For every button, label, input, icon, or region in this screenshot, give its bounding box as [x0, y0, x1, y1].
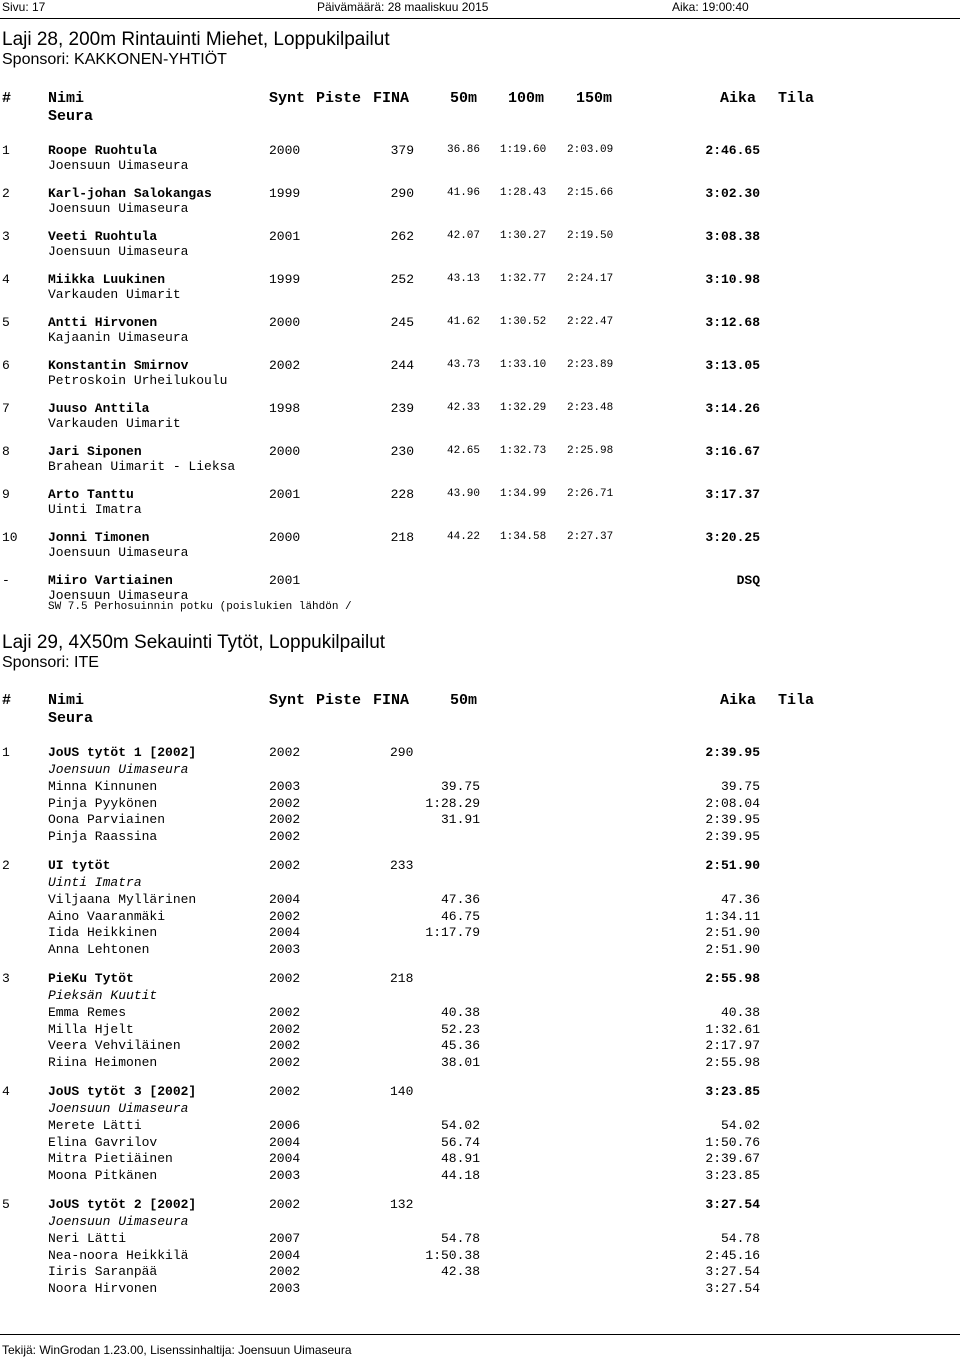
birth-year: 2004 — [269, 1247, 301, 1263]
split-150m: 2:27.37 — [567, 531, 614, 543]
result-rank: 1 — [2, 143, 10, 158]
final-time: 2:46.65 — [705, 143, 760, 158]
split-50m: 42.33 — [447, 402, 481, 414]
team-club: Joensuun Uimaseura — [48, 1214, 189, 1229]
result-rank: - — [2, 573, 10, 588]
team-name: JoUS tytöt 3 [2002] — [48, 1084, 197, 1099]
team-club: Joensuun Uimaseura — [48, 1101, 189, 1116]
birth-year: 2002 — [269, 1084, 301, 1099]
split-50m: 41.62 — [447, 316, 481, 328]
split-150m: 2:15.66 — [567, 187, 614, 199]
birth-year: 2002 — [269, 1038, 301, 1053]
split-50m: 1:17.79 — [425, 925, 480, 940]
swimmer-name: Merete Lätti — [48, 1118, 142, 1133]
swimmer-club: Brahean Uimarit - Lieksa — [48, 459, 236, 474]
col-name: Nimi — [48, 692, 85, 709]
swimmer-name: Karl-johan Salokangas — [48, 186, 212, 201]
col-club: Seura — [48, 108, 94, 125]
cumulative-time: 3:23.85 — [705, 1167, 760, 1183]
col-status: Tila — [778, 90, 815, 107]
fina-points: 218 — [390, 530, 414, 545]
swimmer-name: Mitra Pietiäinen — [48, 1151, 173, 1166]
swimmer-name: Antti Hirvonen — [48, 315, 158, 330]
swimmer-name: Roope Ruohtula — [48, 143, 158, 158]
cumulative-time: 2:39.95 — [705, 812, 760, 827]
fina-points: 379 — [390, 143, 414, 158]
swimmer-name: Juuso Anttila — [48, 401, 150, 416]
team-name: JoUS tytöt 1 [2002] — [48, 745, 197, 760]
final-time: 3:12.68 — [705, 315, 760, 330]
split-50m: 42.65 — [447, 445, 481, 457]
event2-sponsor: Sponsori: ITE — [2, 654, 99, 671]
final-time: 3:16.67 — [705, 444, 760, 459]
final-time: 3:27.54 — [705, 1197, 760, 1212]
birth-year: 2002 — [269, 858, 301, 873]
split-50m: 36.86 — [447, 144, 481, 156]
split-50m: 43.90 — [447, 488, 481, 500]
swimmer-name: Oona Parviainen — [48, 812, 166, 827]
birth-year: 2000 — [269, 315, 301, 330]
birth-year: 2002 — [269, 795, 301, 811]
birth-year: 1998 — [269, 401, 301, 416]
birth-year: 2004 — [269, 1151, 301, 1166]
split-100m: 1:32.73 — [500, 445, 547, 457]
birth-year: 2000 — [269, 444, 301, 459]
split-50m: 42.07 — [447, 230, 481, 242]
birth-year: 1999 — [269, 272, 301, 287]
birth-year: 2002 — [269, 812, 301, 827]
cumulative-time: 2:51.90 — [705, 941, 760, 957]
col-num: # — [2, 90, 12, 107]
split-50m: 44.18 — [440, 1167, 480, 1183]
col-points: Piste — [316, 90, 362, 107]
birth-year: 2002 — [269, 1054, 301, 1070]
cumulative-time: 2:39.95 — [705, 828, 760, 844]
final-time: 3:14.26 — [705, 401, 760, 416]
split-100m: 1:33.10 — [500, 359, 547, 371]
birth-year: 2004 — [269, 925, 301, 940]
split-100m: 1:32.29 — [500, 402, 547, 414]
swimmer-name: Miikka Luukinen — [48, 272, 166, 287]
birth-year: 2004 — [269, 1134, 301, 1150]
swimmer-name: Iida Heikkinen — [48, 925, 158, 940]
swimmer-club: Varkauden Uimarit — [48, 287, 181, 302]
cumulative-time: 2:39.67 — [705, 1151, 760, 1166]
page-header — [0, 0, 960, 19]
cumulative-time: 40.38 — [720, 1005, 760, 1020]
col-born: Synt — [269, 692, 306, 709]
col-fina: FINA — [373, 692, 410, 709]
swimmer-name: Pinja Raassina — [48, 828, 158, 844]
split-100m: 1:34.58 — [500, 531, 547, 543]
cumulative-time: 2:08.04 — [705, 795, 760, 811]
birth-year: 2002 — [269, 908, 301, 924]
birth-year: 2002 — [269, 745, 301, 760]
split-50m: 31.91 — [440, 812, 480, 827]
swimmer-club: Joensuun Uimaseura — [48, 201, 189, 216]
cumulative-time: 2:51.90 — [705, 925, 760, 940]
cumulative-time: 3:27.54 — [705, 1264, 760, 1279]
split-150m: 2:03.09 — [567, 144, 614, 156]
split-150m: 2:24.17 — [567, 273, 614, 285]
swimmer-name: Pinja Pyykönen — [48, 795, 158, 811]
cumulative-time: 1:34.11 — [705, 908, 760, 924]
swimmer-name: Neri Lätti — [48, 1231, 127, 1246]
fina-points: 290 — [390, 186, 414, 201]
swimmer-club: Uinti Imatra — [48, 502, 142, 517]
birth-year: 2002 — [269, 1005, 301, 1020]
swimmer-name: Miiro Vartiainen — [48, 573, 173, 588]
team-name: PieKu Tytöt — [48, 971, 134, 986]
col-fina: FINA — [373, 90, 410, 107]
swimmer-name: Nea-noora Heikkilä — [48, 1247, 189, 1263]
split-100m: 1:30.27 — [500, 230, 547, 242]
event1-sponsor: Sponsori: KAKKONEN-YHTIÖT — [2, 51, 227, 68]
print-time: Aika: 19:00:40 — [672, 0, 749, 14]
split-150m: 2:26.71 — [567, 488, 614, 500]
team-name: UI tytöt — [48, 858, 111, 873]
result-rank: 8 — [2, 444, 10, 459]
team-name: JoUS tytöt 2 [2002] — [48, 1197, 197, 1212]
col-100m: 100m — [508, 90, 545, 107]
col-50m: 50m — [450, 692, 478, 709]
final-time: 3:17.37 — [705, 487, 760, 502]
split-100m: 1:19.60 — [500, 144, 547, 156]
split-50m: 42.38 — [440, 1264, 480, 1279]
col-num: # — [2, 692, 12, 709]
cumulative-time: 2:17.97 — [705, 1038, 760, 1053]
split-50m: 41.96 — [447, 187, 481, 199]
split-50m: 54.78 — [440, 1231, 480, 1246]
split-50m: 43.73 — [447, 359, 481, 371]
split-50m: 56.74 — [440, 1134, 480, 1150]
final-time: 3:20.25 — [705, 530, 760, 545]
birth-year: 2001 — [269, 229, 301, 244]
swimmer-name: Viljaana Myllärinen — [48, 892, 197, 907]
swimmer-name: Anna Lehtonen — [48, 941, 150, 957]
cumulative-time: 1:32.61 — [705, 1021, 760, 1037]
final-time: 3:13.05 — [705, 358, 760, 373]
swimmer-name: Minna Kinnunen — [48, 779, 158, 794]
split-50m: 48.91 — [440, 1151, 480, 1166]
swimmer-name: Riina Heimonen — [48, 1054, 158, 1070]
result-rank: 3 — [2, 229, 10, 244]
col-name: Nimi — [48, 90, 85, 107]
team-rank: 5 — [2, 1197, 10, 1212]
result-rank: 7 — [2, 401, 10, 416]
fina-points: 230 — [390, 444, 414, 459]
birth-year: 2003 — [269, 1280, 301, 1296]
final-time: 2:39.95 — [705, 745, 760, 760]
birth-year: 2002 — [269, 828, 301, 844]
birth-year: 1999 — [269, 186, 301, 201]
col-time: Aika — [720, 692, 757, 709]
birth-year: 2003 — [269, 779, 301, 794]
swimmer-club: Joensuun Uimaseura — [48, 545, 189, 560]
cumulative-time: 2:45.16 — [705, 1247, 760, 1263]
birth-year: 2003 — [269, 1167, 301, 1183]
event2-title: Laji 29, 4X50m Sekauinti Tytöt, Loppukilpailut — [2, 632, 386, 653]
birth-year: 2004 — [269, 892, 301, 907]
birth-year: 2003 — [269, 941, 301, 957]
final-time: 3:02.30 — [705, 186, 760, 201]
col-status: Tila — [778, 692, 815, 709]
swimmer-name: Elina Gavrilov — [48, 1134, 158, 1150]
swimmer-name: Emma Remes — [48, 1005, 127, 1020]
birth-year: 2002 — [269, 971, 301, 986]
fina-points: 290 — [390, 745, 414, 760]
split-50m: 52.23 — [440, 1021, 480, 1037]
swimmer-name: Arto Tanttu — [48, 487, 134, 502]
print-date: Päivämäärä: 28 maaliskuu 2015 — [317, 0, 489, 14]
team-club: Pieksän Kuutit — [48, 988, 158, 1003]
footer-credit: Tekijä: WinGrodan 1.23.00, Lisenssinhaltija: Joensuun Uimaseura — [2, 1343, 352, 1357]
split-50m: 44.22 — [447, 531, 481, 543]
swimmer-name: Milla Hjelt — [48, 1021, 134, 1037]
birth-year: 2006 — [269, 1118, 301, 1133]
result-rank: 9 — [2, 487, 10, 502]
birth-year: 2002 — [269, 1021, 301, 1037]
birth-year: 2001 — [269, 573, 301, 588]
swimmer-club: Joensuun Uimaseura — [48, 158, 189, 173]
fina-points: 244 — [390, 358, 414, 373]
fina-points: 140 — [390, 1084, 414, 1099]
split-100m: 1:30.52 — [500, 316, 547, 328]
split-150m: 2:22.47 — [567, 316, 614, 328]
swimmer-name: Konstantin Smirnov — [48, 358, 189, 373]
birth-year: 2001 — [269, 487, 301, 502]
fina-points: 132 — [390, 1197, 414, 1212]
swimmer-name: Veeti Ruohtula — [48, 229, 158, 244]
col-150m: 150m — [576, 90, 613, 107]
swimmer-name: Veera Vehviläinen — [48, 1038, 181, 1053]
cumulative-time: 47.36 — [720, 892, 760, 907]
split-100m: 1:34.99 — [500, 488, 547, 500]
split-50m: 40.38 — [440, 1005, 480, 1020]
swimmer-club: Varkauden Uimarit — [48, 416, 181, 431]
result-rank: 4 — [2, 272, 10, 287]
fina-points: 252 — [390, 272, 414, 287]
final-time: DSQ — [736, 573, 760, 588]
split-50m: 47.36 — [440, 892, 480, 907]
team-club: Joensuun Uimaseura — [48, 762, 189, 777]
swimmer-name: Jonni Timonen — [48, 530, 150, 545]
split-50m: 39.75 — [440, 779, 480, 794]
fina-points: 218 — [390, 971, 414, 986]
event1-title: Laji 28, 200m Rintauinti Miehet, Loppukilpailut — [2, 29, 390, 50]
final-time: 2:51.90 — [705, 858, 760, 873]
split-50m: 1:28.29 — [425, 795, 480, 811]
swimmer-name: Moona Pitkänen — [48, 1167, 158, 1183]
swimmer-name: Aino Vaaranmäki — [48, 908, 166, 924]
final-time: 3:10.98 — [705, 272, 760, 287]
result-rank: 6 — [2, 358, 10, 373]
birth-year: 2000 — [269, 530, 301, 545]
birth-year: 2000 — [269, 143, 301, 158]
result-rank: 2 — [2, 186, 10, 201]
col-50m: 50m — [450, 90, 478, 107]
split-50m: 43.13 — [447, 273, 481, 285]
split-150m: 2:25.98 — [567, 445, 614, 457]
swimmer-name: Noora Hirvonen — [48, 1280, 158, 1296]
col-born: Synt — [269, 90, 306, 107]
col-club: Seura — [48, 710, 94, 727]
final-time: 3:23.85 — [705, 1084, 760, 1099]
fina-points: 228 — [390, 487, 414, 502]
birth-year: 2002 — [269, 1197, 301, 1212]
team-rank: 2 — [2, 858, 10, 873]
team-club: Uinti Imatra — [48, 875, 142, 890]
swimmer-name: Iiris Saranpää — [48, 1264, 158, 1279]
dsq-note: SW 7.5 Perhosuinnin potku (poislukien lähdön / — [48, 601, 352, 613]
split-50m: 45.36 — [440, 1038, 480, 1053]
fina-points: 233 — [390, 858, 414, 873]
result-rank: 10 — [2, 530, 18, 545]
team-rank: 1 — [2, 745, 10, 760]
final-time: 2:55.98 — [705, 971, 760, 986]
split-100m: 1:32.77 — [500, 273, 547, 285]
swimmer-name: Jari Siponen — [48, 444, 142, 459]
team-rank: 3 — [2, 971, 10, 986]
team-rank: 4 — [2, 1084, 10, 1099]
col-time: Aika — [720, 90, 757, 107]
split-50m: 1:50.38 — [425, 1247, 480, 1263]
split-150m: 2:19.50 — [567, 230, 614, 242]
cumulative-time: 1:50.76 — [705, 1134, 760, 1150]
fina-points: 262 — [390, 229, 414, 244]
split-150m: 2:23.48 — [567, 402, 614, 414]
fina-points: 239 — [390, 401, 414, 416]
swimmer-club: Joensuun Uimaseura — [48, 244, 189, 259]
page-number: Sivu: 17 — [2, 0, 46, 14]
cumulative-time: 3:27.54 — [705, 1280, 760, 1296]
swimmer-club: Petroskoin Urheilukoulu — [48, 373, 228, 388]
swimmer-club: Joensuun Uimaseura — [48, 588, 189, 603]
cumulative-time: 39.75 — [720, 779, 760, 794]
cumulative-time: 54.02 — [720, 1118, 760, 1133]
birth-year: 2002 — [269, 358, 301, 373]
birth-year: 2007 — [269, 1231, 301, 1246]
split-50m: 38.01 — [440, 1054, 480, 1070]
page-footer — [0, 1334, 960, 1357]
split-50m: 46.75 — [440, 908, 480, 924]
final-time: 3:08.38 — [705, 229, 760, 244]
split-50m: 54.02 — [440, 1118, 480, 1133]
split-150m: 2:23.89 — [567, 359, 614, 371]
birth-year: 2002 — [269, 1264, 301, 1279]
cumulative-time: 2:55.98 — [705, 1054, 760, 1070]
swimmer-club: Kajaanin Uimaseura — [48, 330, 189, 345]
split-100m: 1:28.43 — [500, 187, 547, 199]
result-rank: 5 — [2, 315, 10, 330]
fina-points: 245 — [390, 315, 414, 330]
cumulative-time: 54.78 — [720, 1231, 760, 1246]
col-points: Piste — [316, 692, 362, 709]
